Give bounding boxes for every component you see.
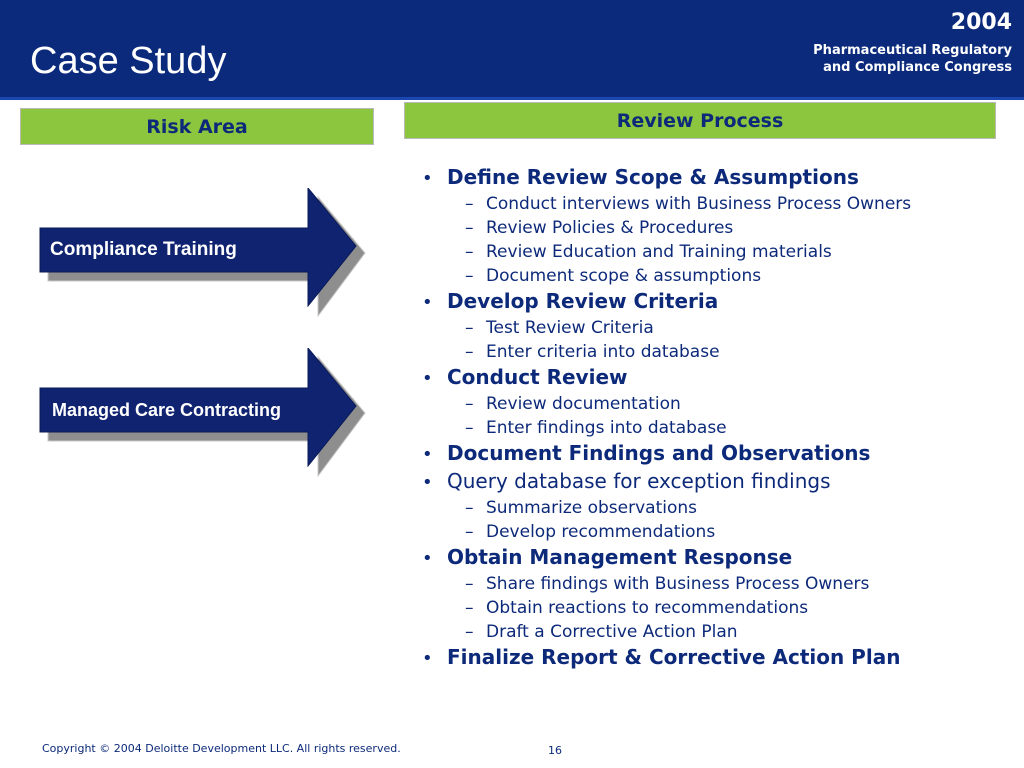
risk-area-heading: Risk Area bbox=[20, 108, 374, 145]
bullet-icon: • bbox=[422, 648, 433, 669]
bullet-icon: • bbox=[422, 472, 433, 493]
risk-item-label: Compliance Training bbox=[50, 239, 237, 260]
bullet-icon: • bbox=[422, 444, 433, 465]
list-item: • Obtain Management Response bbox=[420, 544, 1010, 572]
list-item: – Enter findings into database bbox=[465, 418, 727, 438]
list-item: – Document scope & assumptions bbox=[465, 266, 762, 286]
risk-arrow-managed-care-contracting bbox=[38, 348, 368, 478]
bullet-icon: • bbox=[422, 292, 433, 313]
dash-icon: – bbox=[465, 394, 474, 414]
congress-year: 2004 bbox=[950, 10, 1012, 35]
risk-arrow-compliance-training bbox=[38, 188, 368, 318]
page-number: 16 bbox=[548, 744, 562, 757]
congress-name-line-2: and Compliance Congress bbox=[823, 60, 1012, 75]
list-item: • Finalize Report & Corrective Action Plan bbox=[420, 644, 1010, 672]
list-item: – Draft a Corrective Action Plan bbox=[465, 622, 738, 642]
dash-icon: – bbox=[465, 418, 474, 438]
bullet-icon: • bbox=[422, 548, 433, 569]
header-divider bbox=[0, 97, 1024, 100]
dash-icon: – bbox=[465, 318, 474, 338]
dash-icon: – bbox=[465, 522, 474, 542]
list-item: – Develop recommendations bbox=[465, 522, 716, 542]
dash-icon: – bbox=[465, 498, 474, 518]
list-item: • Define Review Scope & Assumptions bbox=[420, 164, 1010, 192]
bullet-icon: • bbox=[422, 368, 433, 389]
dash-icon: – bbox=[465, 574, 474, 594]
slide-title: Case Study bbox=[30, 40, 227, 82]
dash-icon: – bbox=[465, 622, 474, 642]
list-item: – Test Review Criteria bbox=[465, 318, 654, 338]
list-item: – Review Education and Training materials bbox=[465, 242, 832, 262]
list-item: – Review Policies & Procedures bbox=[465, 218, 734, 238]
list-item: – Enter criteria into database bbox=[465, 342, 720, 362]
review-process-outline bbox=[420, 164, 1010, 672]
list-item: • Document Findings and Observations bbox=[420, 440, 1010, 468]
list-item: • Query database for exception findings bbox=[420, 468, 1010, 496]
dash-icon: – bbox=[465, 242, 474, 262]
list-item: • Develop Review Criteria bbox=[420, 288, 1010, 316]
dash-icon: – bbox=[465, 342, 474, 362]
review-process-heading: Review Process bbox=[404, 102, 996, 139]
risk-item-label: Managed Care Contracting bbox=[52, 399, 282, 420]
list-item: – Conduct interviews with Business Process Owners bbox=[465, 194, 912, 214]
dash-icon: – bbox=[465, 598, 474, 618]
bullet-icon: • bbox=[422, 168, 433, 189]
dash-icon: – bbox=[465, 194, 474, 214]
list-item: – Share findings with Business Process Owners bbox=[465, 574, 870, 594]
dash-icon: – bbox=[465, 266, 474, 286]
list-item: – Summarize observations bbox=[465, 498, 697, 518]
congress-name-line-1: Pharmaceutical Regulatory bbox=[813, 43, 1012, 58]
list-item: – Review documentation bbox=[465, 394, 681, 414]
dash-icon: – bbox=[465, 218, 474, 238]
congress-name bbox=[813, 42, 1012, 76]
copyright-notice: Copyright © 2004 Deloitte Development LLC. All rights reserved. bbox=[42, 742, 401, 755]
list-item: • Conduct Review bbox=[420, 364, 1010, 392]
list-item: – Obtain reactions to recommendations bbox=[465, 598, 809, 618]
